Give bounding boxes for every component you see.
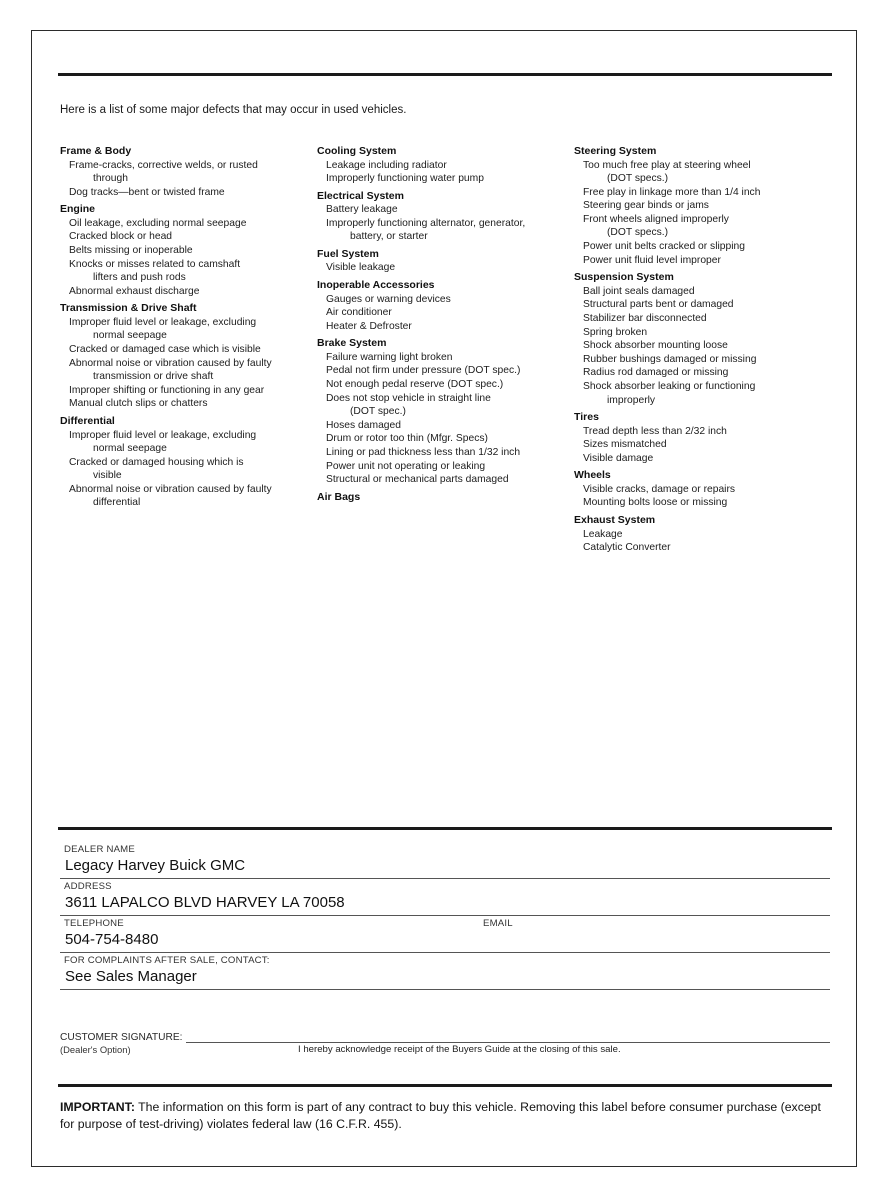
defect-item: Catalytic Converter (583, 542, 671, 554)
defects-column-2 (317, 144, 574, 556)
complaints-value: See Sales Manager (65, 968, 197, 985)
signature-rule[interactable] (186, 1031, 830, 1043)
telephone-value: 504-754-8480 (65, 931, 159, 948)
defect-item-continuation: transmission or drive shaft (93, 371, 214, 383)
defect-item: Visible leakage (326, 262, 396, 274)
defect-group-title: Engine (60, 203, 96, 216)
dealer-option-note: (Dealer's Option) (60, 1044, 131, 1055)
contact-row-inner (64, 918, 830, 949)
top-divider (58, 73, 832, 76)
defect-group-air-bags (317, 490, 566, 505)
defect-group-title: Air Bags (317, 490, 361, 503)
defect-item-list (60, 159, 309, 200)
defect-item (69, 316, 309, 343)
defect-group-title: Steering System (574, 145, 657, 157)
defect-item-list (574, 528, 824, 555)
email-label: EMAIL (483, 918, 513, 929)
defect-item: Structural or mechanical parts damaged (326, 474, 509, 486)
defect-item-text: Front wheels aligned improperly (583, 213, 729, 225)
defect-item-list (317, 261, 566, 275)
defect-item-continuation: improperly (607, 394, 656, 406)
defect-group-title: Electrical System (317, 189, 404, 202)
important-text: The information on this form is part of any contract to buy this vehicle. Removing this label before consumer purchase (except for purpose of test-driving) violates federal law (16 C.F.R. 455). (60, 1100, 821, 1131)
dealer-address-field[interactable] (60, 879, 830, 916)
defect-item: Mounting bolts loose or missing (583, 497, 728, 509)
defects-column-1 (60, 144, 317, 556)
dealer-address-label: ADDRESS (64, 881, 112, 892)
defects-column-3 (574, 144, 832, 556)
defect-item (583, 380, 824, 407)
defect-item-list (574, 483, 824, 510)
defect-item: Drum or rotor too thin (Mfgr. Specs) (326, 433, 488, 445)
document-inner (58, 31, 832, 1166)
defect-item: Hoses damaged (326, 419, 401, 431)
defect-item: Cracked or damaged case which is visible (69, 344, 261, 356)
defect-item: Leakage including radiator (326, 159, 447, 171)
defect-group-title: Brake System (317, 337, 387, 350)
email-field[interactable] (479, 918, 830, 949)
buyers-guide-document (31, 30, 857, 1167)
defect-group-title: Frame & Body (60, 145, 132, 157)
customer-signature-label: CUSTOMER SIGNATURE: (60, 1032, 183, 1043)
defect-group-title: Exhaust System (574, 514, 656, 527)
defect-item-text: Too much free play at steering wheel (583, 159, 751, 171)
defect-item-text: Does not stop vehicle in straight line (326, 392, 491, 404)
dealer-section-divider (58, 827, 832, 830)
email-value (479, 930, 830, 949)
defect-group-title: Suspension System (574, 271, 674, 284)
defect-item: Improperly functioning water pump (326, 173, 484, 185)
defect-item-continuation: (DOT spec.) (350, 406, 406, 418)
customer-signature-section (60, 1031, 830, 1055)
defect-item-list (60, 316, 309, 411)
complaints-contact-field[interactable] (60, 953, 830, 990)
defect-item (69, 159, 309, 186)
defect-item: Lining or pad thickness less than 1/32 inch (326, 447, 521, 458)
defect-item: Not enough pedal reserve (DOT spec.) (326, 379, 504, 391)
defect-item (69, 483, 309, 510)
defect-item: Structural parts bent or damaged (583, 299, 734, 311)
defect-item: Pedal not firm under pressure (DOT spec.) (326, 365, 521, 377)
complaints-label: FOR COMPLAINTS AFTER SALE, CONTACT: (64, 955, 270, 966)
defect-item-list (317, 351, 566, 487)
defect-group-transmission-drive-shaft (60, 301, 309, 411)
defect-group-tires (574, 410, 824, 465)
defect-item-continuation: normal seepage (93, 330, 167, 342)
defect-item-list (317, 203, 566, 244)
defect-group-brake-system (317, 336, 566, 486)
defect-group-title: Inoperable Accessories (317, 279, 435, 292)
defect-item-list (574, 425, 824, 466)
dealer-name-label: DEALER NAME (64, 844, 135, 855)
defect-item-list (60, 217, 309, 299)
defect-item-text: Abnormal noise or vibration caused by faulty (69, 357, 272, 369)
defect-item-list (574, 285, 824, 407)
dealer-address-value: 3611 LAPALCO BLVD HARVEY LA 70058 (65, 894, 345, 911)
defect-group-wheels (574, 468, 824, 510)
defect-item: Manual clutch slips or chatters (69, 398, 208, 410)
defect-group-engine (60, 202, 309, 298)
defect-item: Heater & Defroster (326, 320, 412, 332)
defect-item-text: Improperly functioning alternator, generator, (326, 217, 526, 229)
defect-item: Spring broken (583, 326, 648, 338)
acknowledgement-text: I hereby acknowledge receipt of the Buyers Guide at the closing of this sale. (298, 1044, 621, 1055)
defect-item: Visible cracks, damage or repairs (583, 483, 736, 495)
important-section-divider (58, 1084, 832, 1087)
defect-item-list (317, 293, 566, 334)
defect-item: Cracked block or head (69, 231, 173, 243)
defect-group-differential (60, 414, 309, 510)
defect-item (326, 392, 566, 419)
defect-item-text: Shock absorber leaking or functioning (583, 380, 756, 392)
intro-text: Here is a list of some major defects that may occur in used vehicles. (60, 104, 407, 116)
defect-item (69, 258, 309, 285)
important-notice (60, 1099, 828, 1133)
defect-group-title: Fuel System (317, 247, 379, 260)
defect-item (69, 429, 309, 456)
defect-item: Air conditioner (326, 307, 392, 319)
defect-group-steering-system (574, 144, 824, 267)
defect-item: Gauges or warning devices (326, 293, 451, 305)
defect-item-text: Abnormal noise or vibration caused by faulty (69, 483, 272, 495)
defect-item: Steering gear binds or jams (583, 200, 709, 212)
defect-item: Oil leakage, excluding normal seepage (69, 217, 247, 229)
defect-group-electrical-system (317, 189, 566, 244)
defect-item (69, 357, 309, 384)
defect-group-exhaust-system (574, 513, 824, 555)
defect-group-frame-body (60, 144, 309, 199)
defect-group-title: Differential (60, 415, 115, 427)
defect-item: Failure warning light broken (326, 351, 453, 363)
defect-item-continuation: differential (93, 497, 141, 509)
defect-item (583, 159, 824, 186)
defect-item-list (574, 159, 824, 268)
defect-item: Ball joint seals damaged (583, 285, 695, 297)
dealer-info-section (60, 842, 830, 990)
defect-item: Sizes mismatched (583, 439, 667, 451)
defect-item: Battery leakage (326, 204, 398, 216)
defect-group-title: Cooling System (317, 145, 397, 157)
defect-group-title: Tires (574, 411, 599, 424)
defect-group-fuel-system (317, 247, 566, 275)
defect-item-continuation: through (93, 173, 128, 185)
signature-line-row[interactable] (60, 1031, 830, 1043)
defect-item-text: Cracked or damaged housing which is (69, 456, 244, 468)
defect-item-text: Frame-cracks, corrective welds, or rusted (69, 159, 258, 171)
defect-item: Dog tracks—bent or twisted frame (69, 186, 225, 198)
defect-item-list (60, 429, 309, 511)
telephone-field[interactable] (64, 918, 479, 949)
defect-item-text: Improper fluid level or leakage, excluding (69, 429, 257, 441)
defect-item-continuation: lifters and push rods (93, 272, 186, 284)
defect-item-continuation: visible (93, 470, 122, 482)
defect-group-title: Transmission & Drive Shaft (60, 302, 197, 315)
defect-item-continuation: (DOT specs.) (607, 227, 669, 239)
defect-item-continuation: (DOT specs.) (607, 173, 669, 185)
defect-item: Free play in linkage more than 1/4 inch (583, 186, 761, 198)
defect-item: Radius rod damaged or missing (583, 367, 729, 379)
defect-item-continuation: normal seepage (93, 443, 167, 455)
defect-item-list (317, 159, 566, 186)
defect-item: Abnormal exhaust discharge (69, 285, 200, 297)
defect-item: Tread depth less than 2/32 inch (583, 425, 727, 437)
dealer-name-value: Legacy Harvey Buick GMC (65, 857, 246, 874)
defect-group-inoperable-accessories (317, 278, 566, 333)
defect-item: Power unit belts cracked or slipping (583, 241, 745, 253)
signature-subrow (60, 1044, 830, 1055)
defect-item: Rubber bushings damaged or missing (583, 353, 757, 365)
defect-item: Shock absorber mounting loose (583, 340, 728, 352)
defect-item-text: Improper fluid level or leakage, excluding (69, 316, 257, 328)
defect-group-cooling-system (317, 144, 566, 186)
defect-group-suspension-system (574, 270, 824, 407)
defect-item: Stabilizer bar disconnected (583, 312, 707, 324)
dealer-contact-row (60, 916, 830, 953)
defect-item-continuation: battery, or starter (350, 231, 428, 243)
defect-item (583, 213, 824, 240)
important-heading: IMPORTANT: (60, 1100, 135, 1114)
defect-item (326, 217, 566, 244)
defect-item: Leakage (583, 528, 623, 540)
defect-item-text: Knocks or misses related to camshaft (69, 258, 241, 270)
telephone-label: TELEPHONE (64, 918, 124, 929)
defect-item: Power unit not operating or leaking (326, 460, 486, 472)
defect-item: Power unit fluid level improper (583, 254, 721, 266)
defect-item: Visible damage (583, 452, 654, 464)
defect-item: Improper shifting or functioning in any gear (69, 384, 265, 396)
defects-columns (60, 144, 832, 556)
defect-group-title: Wheels (574, 469, 611, 482)
defect-item: Belts missing or inoperable (69, 244, 193, 256)
dealer-name-field[interactable] (60, 842, 830, 879)
defect-item (69, 456, 309, 483)
